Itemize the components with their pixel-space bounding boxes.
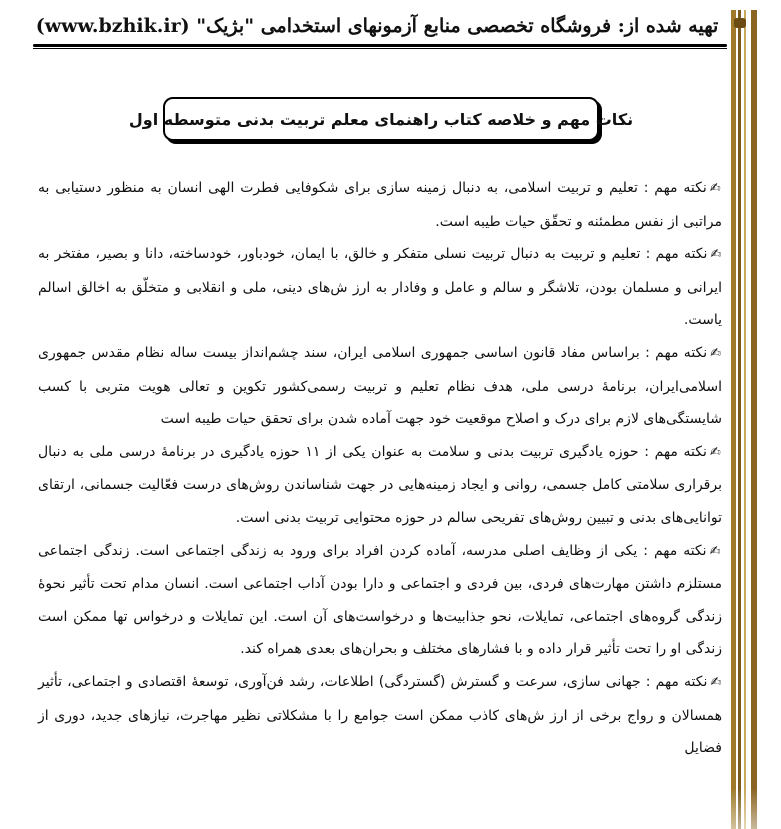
page-bottom-fade — [0, 788, 781, 829]
header-rule — [33, 44, 727, 47]
note-text: نکته مهم : تعلیم و تربیت به دنبال تربیت نسلی متفکر و خالق، با ایمان، خودباور، خودساخته، دانا و بصیر، مفتخر به ایرانی و مسلمان بودن، تلاشگر و سالم و عامل و وفادار به ارز ش‌های دینی، ملی و انقلابی و متخلّق به اخالق اسالم یاست. — [38, 246, 722, 329]
pencil-icon: ✍ — [710, 247, 723, 263]
note-item — [38, 238, 722, 337]
note-item — [38, 172, 722, 238]
note-item — [38, 535, 722, 666]
note-text: نکته مهم : یکی از وظایف اصلی مدرسه، آماده کردن افراد برای ورود به زندگی اجتماعی است. زندگی اجتماعی مستلزم داشتن مهارت‌های فردی، بین فردی و اجتماعی و دارا بودن آداب اجتماعی است. انسان مدام تحت تأثیر نحوۀ زندگی گروه‌های اجتماعی، تمایلات، نحو جذابیت‌ها و درخواست‌های آن است. این تمایلات و درخواس تها ممکن است زندگی او را تحت تأثیر قرار داده و با فشارهای مختلف و بحران‌های بعدی همراه کند. — [38, 542, 722, 658]
note-item — [38, 436, 722, 535]
decorative-border-rope — [731, 10, 759, 829]
pencil-icon: ✍ — [709, 543, 722, 559]
notes-body — [38, 172, 722, 765]
pencil-icon: ✍ — [709, 444, 722, 460]
pencil-icon: ✍ — [710, 674, 722, 690]
note-text: نکته مهم : جهانی سازی، سرعت و گسترش (گستردگی) اطلاعات، رشد فن‌آوری، توسعۀ اقتصادی و اجتماعی، تأثیر همسالان و رواج برخی از ارز ش‌های کاذب ممکن است جوامع را با مشکلاتی نظیر مهاجرت، نیازهای جدید، دوری از فضایل — [38, 673, 722, 757]
document-title: نکات مهم و خلاصه کتاب راهنمای معلم تربیت بدنی متوسطه اول — [163, 97, 599, 141]
note-text: نکته مهم : براساس مفاد قانون اساسی جمهوری اسلامی ایران، سند چشم‌انداز بیست ساله نظام مقدس جمهوری اسلامی‌ایران، برنامۀ درسی ملی، هدف نظام تعلیم و تربیت رسمی‌کشور تکوین و تعالی هویت متربی با کسب شایستگی‌های لازم برای درک و اصلاح موقعیت خود جهت آماده شدن برای تحقق حیات طیبه است — [38, 344, 722, 428]
note-item — [38, 666, 722, 765]
header-rule-thin — [33, 48, 727, 49]
note-text: نکته مهم : حوزه یادگیری تربیت بدنی و سلامت به عنوان یکی از ۱۱ حوزه یادگیری در برنامۀ درسی ملی به دنبال برقراری سلامتی کامل جسمی، روانی و ایجاد زمینه‌هایی در جهت شناساندن روش‌های درست فعّالیت جسمانی، ارتقای توانایی‌های بدنی و تبیین روش‌های تفریحی سالم در حوزه محتوایی تربیت بدنی است. — [38, 443, 722, 526]
pencil-icon: ✍ — [710, 345, 722, 361]
note-item — [38, 337, 722, 436]
note-text: نکته مهم : تعلیم و تربیت اسلامی، به دنبال زمینه سازی برای شکوفایی فطرت الهی انسان به منظور دستیابی به مراتبی از نفس مطمئنه و تحقّق حیات طیبه است. — [38, 180, 722, 230]
header-title: تهیه شده از: فروشگاه تخصصی منابع آزمونهای استخدامی "بژیک" (www.bzhik.ir) — [35, 15, 719, 37]
pencil-icon: ✍ — [709, 181, 722, 196]
